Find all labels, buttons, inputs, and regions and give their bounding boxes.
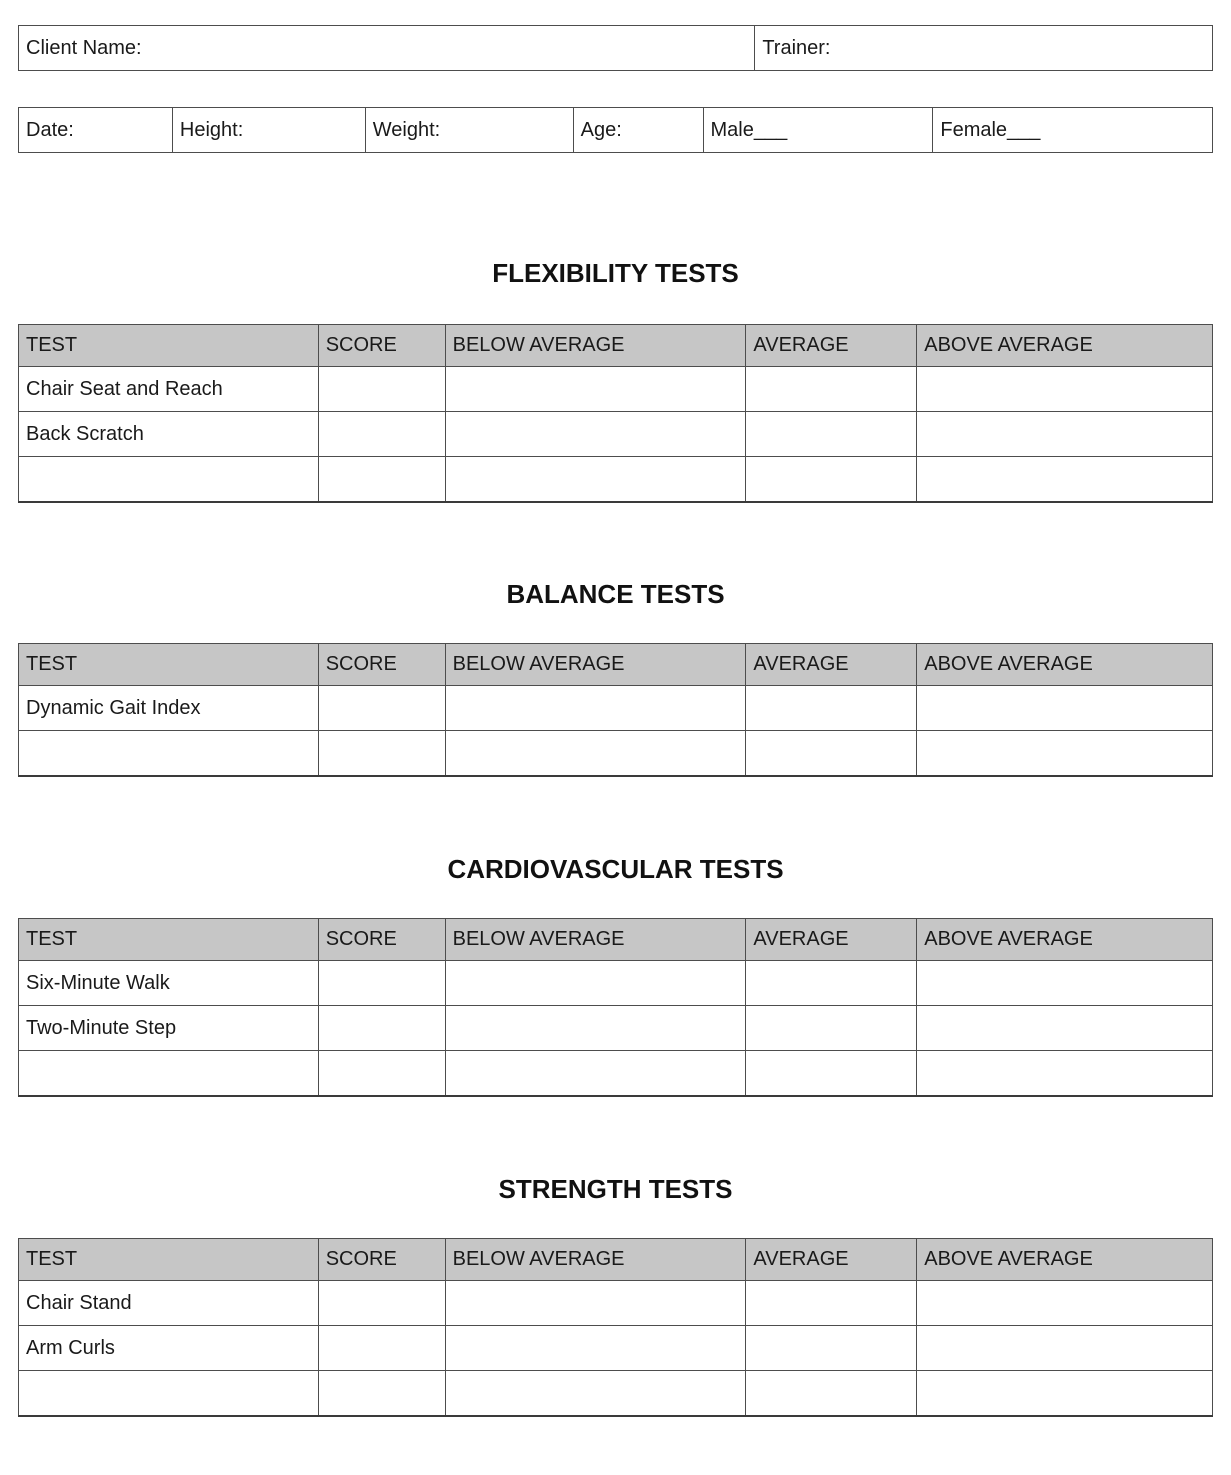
test-name-cell[interactable] [19,1371,319,1417]
score-cell[interactable] [318,412,445,457]
average-cell[interactable] [746,961,917,1006]
test-name-cell: Chair Seat and Reach [19,367,319,412]
above-average-cell[interactable] [917,367,1213,412]
above-average-cell[interactable] [917,457,1213,503]
test-name-cell: Two-Minute Step [19,1006,319,1051]
col-header-below-average: BELOW AVERAGE [445,1239,746,1281]
col-header-below-average: BELOW AVERAGE [445,325,746,367]
balance-table [18,643,1213,777]
female-cell[interactable]: Female___ [933,108,1213,153]
below-average-cell[interactable] [445,1281,746,1326]
score-cell[interactable] [318,1006,445,1051]
test-name-cell: Six-Minute Walk [19,961,319,1006]
score-cell[interactable] [318,367,445,412]
below-average-cell[interactable] [445,961,746,1006]
below-average-cell[interactable] [445,1051,746,1097]
below-average-cell[interactable] [445,1006,746,1051]
client-name-cell[interactable]: Client Name: [19,26,755,71]
test-name-cell: Chair Stand [19,1281,319,1326]
col-header-test: TEST [19,1239,319,1281]
above-average-cell[interactable] [917,686,1213,731]
above-average-cell[interactable] [917,412,1213,457]
col-header-score: SCORE [318,1239,445,1281]
section-title-flexibility: FLEXIBILITY TESTS [492,258,739,288]
table-row [19,1371,1213,1417]
test-name-cell: Dynamic Gait Index [19,686,319,731]
above-average-cell[interactable] [917,1051,1213,1097]
average-cell[interactable] [746,686,917,731]
client-trainer-table [18,25,1213,71]
col-header-average: AVERAGE [746,919,917,961]
score-cell[interactable] [318,457,445,503]
col-header-test: TEST [19,919,319,961]
col-header-test: TEST [19,644,319,686]
table-header-row [19,325,1213,367]
table-row [19,731,1213,777]
average-cell[interactable] [746,412,917,457]
section-title-strength: STRENGTH TESTS [498,1174,733,1204]
male-cell[interactable]: Male___ [703,108,933,153]
average-cell[interactable] [746,1326,917,1371]
test-name-cell[interactable] [19,457,319,503]
score-cell[interactable] [318,1281,445,1326]
col-header-test: TEST [19,325,319,367]
col-header-below-average: BELOW AVERAGE [445,919,746,961]
weight-cell[interactable]: Weight: [365,108,573,153]
score-cell[interactable] [318,686,445,731]
fitness-assessment-form [0,25,1231,1417]
col-header-score: SCORE [318,919,445,961]
table-row [19,108,1213,153]
cardiovascular-table [18,918,1213,1097]
score-cell[interactable] [318,1051,445,1097]
col-header-above-average: ABOVE AVERAGE [917,325,1213,367]
table-row [19,26,1213,71]
score-cell[interactable] [318,961,445,1006]
average-cell[interactable] [746,731,917,777]
section-title-cardiovascular: CARDIOVASCULAR TESTS [447,854,784,884]
demographics-table [18,107,1213,153]
above-average-cell[interactable] [917,961,1213,1006]
above-average-cell[interactable] [917,1326,1213,1371]
table-header-row [19,1239,1213,1281]
table-row [19,1326,1213,1371]
date-cell[interactable]: Date: [19,108,173,153]
trainer-cell[interactable]: Trainer: [755,26,1213,71]
average-cell[interactable] [746,1281,917,1326]
table-row [19,1281,1213,1326]
section-title-balance: BALANCE TESTS [506,579,725,609]
score-cell[interactable] [318,1326,445,1371]
below-average-cell[interactable] [445,686,746,731]
strength-table [18,1238,1213,1417]
flexibility-table [18,324,1213,503]
col-header-below-average: BELOW AVERAGE [445,644,746,686]
table-row [19,457,1213,503]
average-cell[interactable] [746,457,917,503]
col-header-average: AVERAGE [746,644,917,686]
above-average-cell[interactable] [917,1006,1213,1051]
col-header-score: SCORE [318,325,445,367]
below-average-cell[interactable] [445,1371,746,1417]
below-average-cell[interactable] [445,412,746,457]
col-header-above-average: ABOVE AVERAGE [917,644,1213,686]
col-header-above-average: ABOVE AVERAGE [917,919,1213,961]
average-cell[interactable] [746,1006,917,1051]
test-name-cell: Back Scratch [19,412,319,457]
table-header-row [19,919,1213,961]
test-name-cell[interactable] [19,731,319,777]
test-name-cell[interactable] [19,1051,319,1097]
score-cell[interactable] [318,1371,445,1417]
col-header-score: SCORE [318,644,445,686]
col-header-average: AVERAGE [746,325,917,367]
above-average-cell[interactable] [917,1281,1213,1326]
col-header-above-average: ABOVE AVERAGE [917,1239,1213,1281]
col-header-average: AVERAGE [746,1239,917,1281]
age-cell[interactable]: Age: [573,108,703,153]
score-cell[interactable] [318,731,445,777]
table-row [19,686,1213,731]
above-average-cell[interactable] [917,1371,1213,1417]
below-average-cell[interactable] [445,457,746,503]
test-name-cell: Arm Curls [19,1326,319,1371]
table-row [19,367,1213,412]
average-cell[interactable] [746,367,917,412]
average-cell[interactable] [746,1371,917,1417]
table-row [19,412,1213,457]
average-cell[interactable] [746,1051,917,1097]
table-row [19,961,1213,1006]
below-average-cell[interactable] [445,1326,746,1371]
height-cell[interactable]: Height: [172,108,365,153]
table-row [19,1051,1213,1097]
table-header-row [19,644,1213,686]
below-average-cell[interactable] [445,367,746,412]
table-row [19,1006,1213,1051]
below-average-cell[interactable] [445,731,746,777]
above-average-cell[interactable] [917,731,1213,777]
